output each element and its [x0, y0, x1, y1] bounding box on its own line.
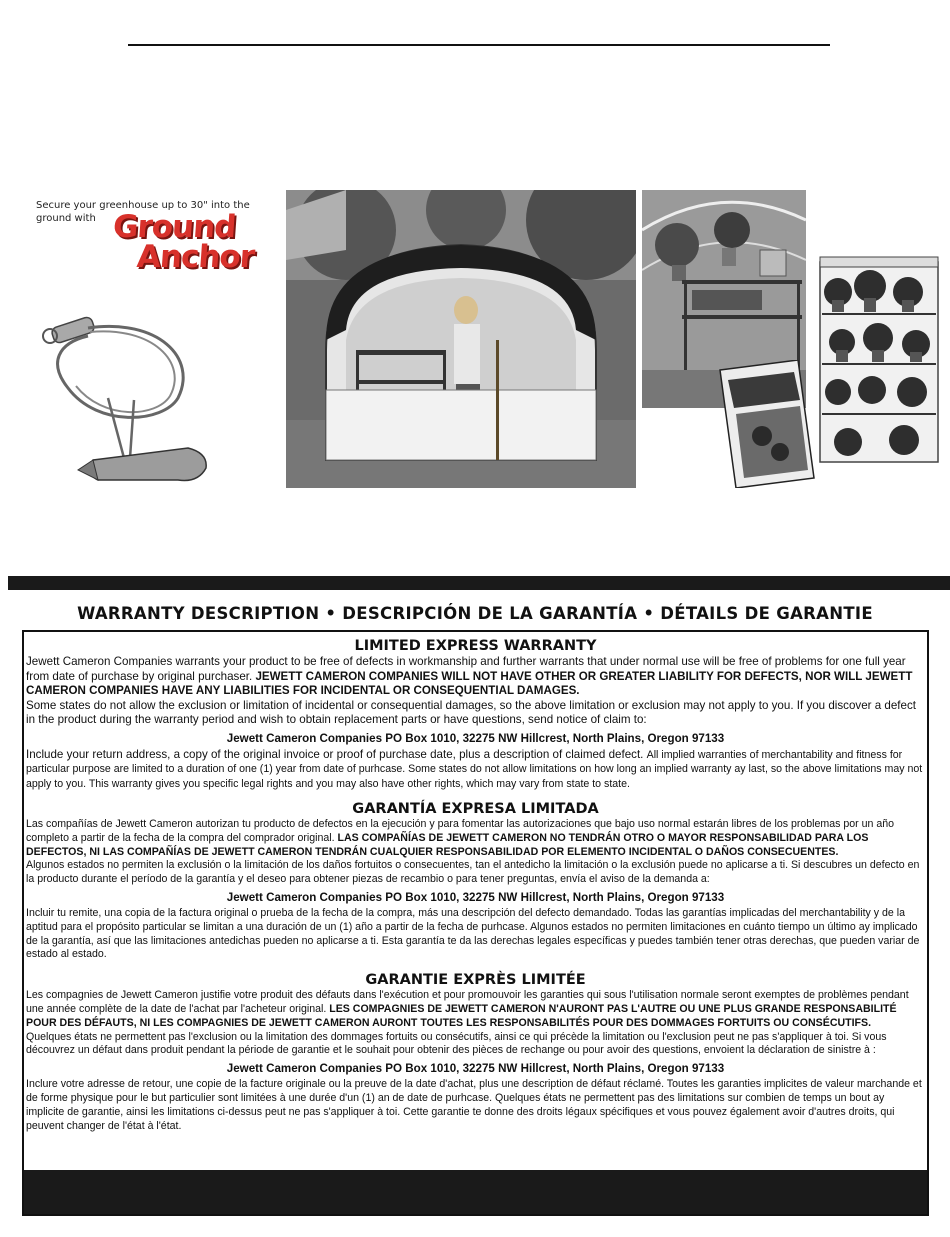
mini-greenhouse-photo — [808, 252, 950, 470]
spanish-warranty-title: GARANTÍA EXPRESA LIMITADA — [352, 801, 599, 817]
french-claim-address: Jewett Cameron Companies PO Box 1010, 32275 NW Hillcrest, North Plains, Oregon 97133 — [226, 1062, 725, 1076]
french-warranty-p2: Quelques états ne permettent pas l'exclusion ou la limitation des dommages fortuits ou consécutifs, ainsi ce qui précède la limitation ou l'exclusion peut ne pas s'appliquer à toi. Si vous découvrez un défaut dans produit pendant la période de garantie et le souhait pour obtenir des pièces de rechange ou pour avoir des questions, envoient la déclaration de sinistre à : — [26, 1030, 887, 1057]
english-p3-small: All implied warranties of merchantability and fitness for particular purpose are limited to a duration of one (1) year from date of purhcase. Some states do not allow limitations on how long an implied warranty ay last, so the above limitations may not apply to you. This warranty gives you specific legal rights and you may also have other rights, which may vary from state to state. — [26, 748, 923, 790]
english-p3-text: Include your return address, a copy of the original invoice or proof of purchase date, plus a description of claimed defect. — [26, 747, 644, 761]
warranty-heading: WARRANTY DESCRIPTION • DESCRIPCIÓN DE LA GARANTÍA • DÉTAILS DE GARANTIE — [77, 604, 873, 623]
french-warranty-p3: Inclure votre adresse de retour, une copie de la facture originale ou la preuve de la date d'achat, plus une description de défaut réclamé. Toutes les garanties implicites de valeur marchande et de forme physique pour le but particulier sont limitées à une durée d'un (1) an de date de purhcase. Quelques états ne permettent pas des limitations sur combien de temps un bout ay implicite de garantie, ainsi les limitations ci-dessus peut ne pas s'appliquer à toi. Cette garantie te donne des droits légaux spécifiques et vous pouvez également avoir d'autres droits, qui peuvent changer de l'état à l'état. — [26, 1078, 922, 1132]
english-warranty-p3 — [26, 748, 925, 792]
english-warranty-title: LIMITED EXPRESS WARRANTY — [354, 638, 597, 654]
french-p1-bold: LES COMPAGNIES DE JEWETT CAMERON N'AURONT PAS L'AUTRE OU UNE PLUS GRANDE RESPONSABILITÉ POUR DES DÉFAUTS, NI LES COMPAGNIES DE JEWETT CAMERON AURONT TOUTES LES RESPONSABILITÉS POUR DES DOMMAGES FORTUITS OU CONSÉCUTIFS. — [26, 1002, 897, 1029]
section-divider-band — [8, 576, 950, 590]
spanish-claim-address: Jewett Cameron Companies PO Box 1010, 32275 NW Hillcrest, North Plains, Oregon 97133 — [226, 890, 725, 904]
top-rule — [128, 44, 830, 46]
english-p1-bold: JEWETT CAMERON COMPANIES WILL NOT HAVE OTHER OR GREATER LIABILITY FOR DEFECTS, NOR WILL JEWETT CAMERON COMPANIES HAVE ANY LIABILITIES FOR INCIDENTAL OR CONSEQUENTIAL DAMAGES. — [26, 669, 913, 697]
english-warranty-p2: Some states do not allow the exclusion or limitation of incidental or consequential damages, so the above limitation or exclusion may not apply to you. If you discover a defect in the product during the warranty period and wish to obtain replacement parts or have questions, send notice of claim to: — [26, 698, 916, 726]
french-warranty-title: GARANTIE EXPRÈS LIMITÉE — [365, 972, 586, 989]
english-warranty-p1 — [26, 655, 925, 699]
french-p1-text: Les compagnies de Jewett Cameron justifie votre produit des défauts dans l'exécution et pour promouvoir les garanties qui sous l'utilisation normale seront exemptes de problèmes pendant une année complète de la date de l'achat par l'acheteur original. — [26, 989, 909, 1015]
french-warranty-p1 — [26, 989, 925, 1030]
ground-anchor-caption: Secure your greenhouse up to 30" into the ground with — [36, 200, 250, 224]
ground-anchor-logo — [110, 209, 264, 275]
spanish-p1-text: Las compañías de Jewett Cameron autorizan tu producto de defectos en la ejecución y para fomentar las autorizaciones que bajo uso normal estarán libres de los problemas por un año completo a partir de la fecha de la compra del comprador original. — [26, 818, 895, 844]
logo-line-1: Ground — [111, 209, 237, 245]
spanish-warranty-p3: Incluir tu remite, una copia de la factura original o prueba de la fecha de la compra, más una descripción del defecto demandado. Todas las garantías implicadas del merchantability y de la aptitud para el propósito particular se limitan a una duración de un (1) año a partir de la fecha de purhcase. Algunos estados no permiten limitaciones en cuánto tiempo un último ay implicado de la garantía, así que las limitaciones antedichas pueden no aplicarse a ti. Esta garantía te da las derechas legales específicas y puedes también tener otras derechas, que pueden variar de estado al estado. — [26, 906, 920, 961]
greenhouse-photo — [286, 190, 636, 488]
spanish-warranty-p1 — [26, 818, 925, 859]
ground-anchor-image — [38, 308, 258, 498]
english-p1-text: Jewett Cameron Companies warrants your product to be free of defects in workmanship and further warrants that under normal use will be free of problems for one full year from date of purchase by original purchaser. — [26, 655, 906, 683]
instruction-booklet-image — [718, 360, 816, 488]
spanish-warranty-p2: Algunos estados no permiten la exclusión o la limitación de los daños fortuitos o consecuentes, tan el antedicho la limitación o la exclusión puede no aplicarse a ti. Si descubres un defecto en la producto durante el período de la garantía y el deseo para obtener piezas de recambio o para tener preguntas, envía el aviso de la demanda a: — [26, 859, 920, 886]
logo-line-2: Anchor — [135, 239, 256, 275]
english-claim-address: Jewett Cameron Companies PO Box 1010, 32275 NW Hillcrest, North Plains, Oregon 97133 — [226, 731, 725, 745]
warranty-footer-band — [24, 1170, 927, 1214]
warranty-box — [22, 630, 929, 1216]
spanish-p1-bold: LAS COMPAÑÍAS DE JEWETT CAMERON NO TENDRÁN OTRO O MAYOR RESPONSABILIDAD PARA LOS DEFECTOS, NI LAS COMPAÑÍAS DE JEWETT CAMERON TENDRÁN CUALQUIER RESPONSABILIDAD POR ELEMENTO INCIDENTAL O DAÑOS CONSECUENTES. — [26, 831, 869, 858]
